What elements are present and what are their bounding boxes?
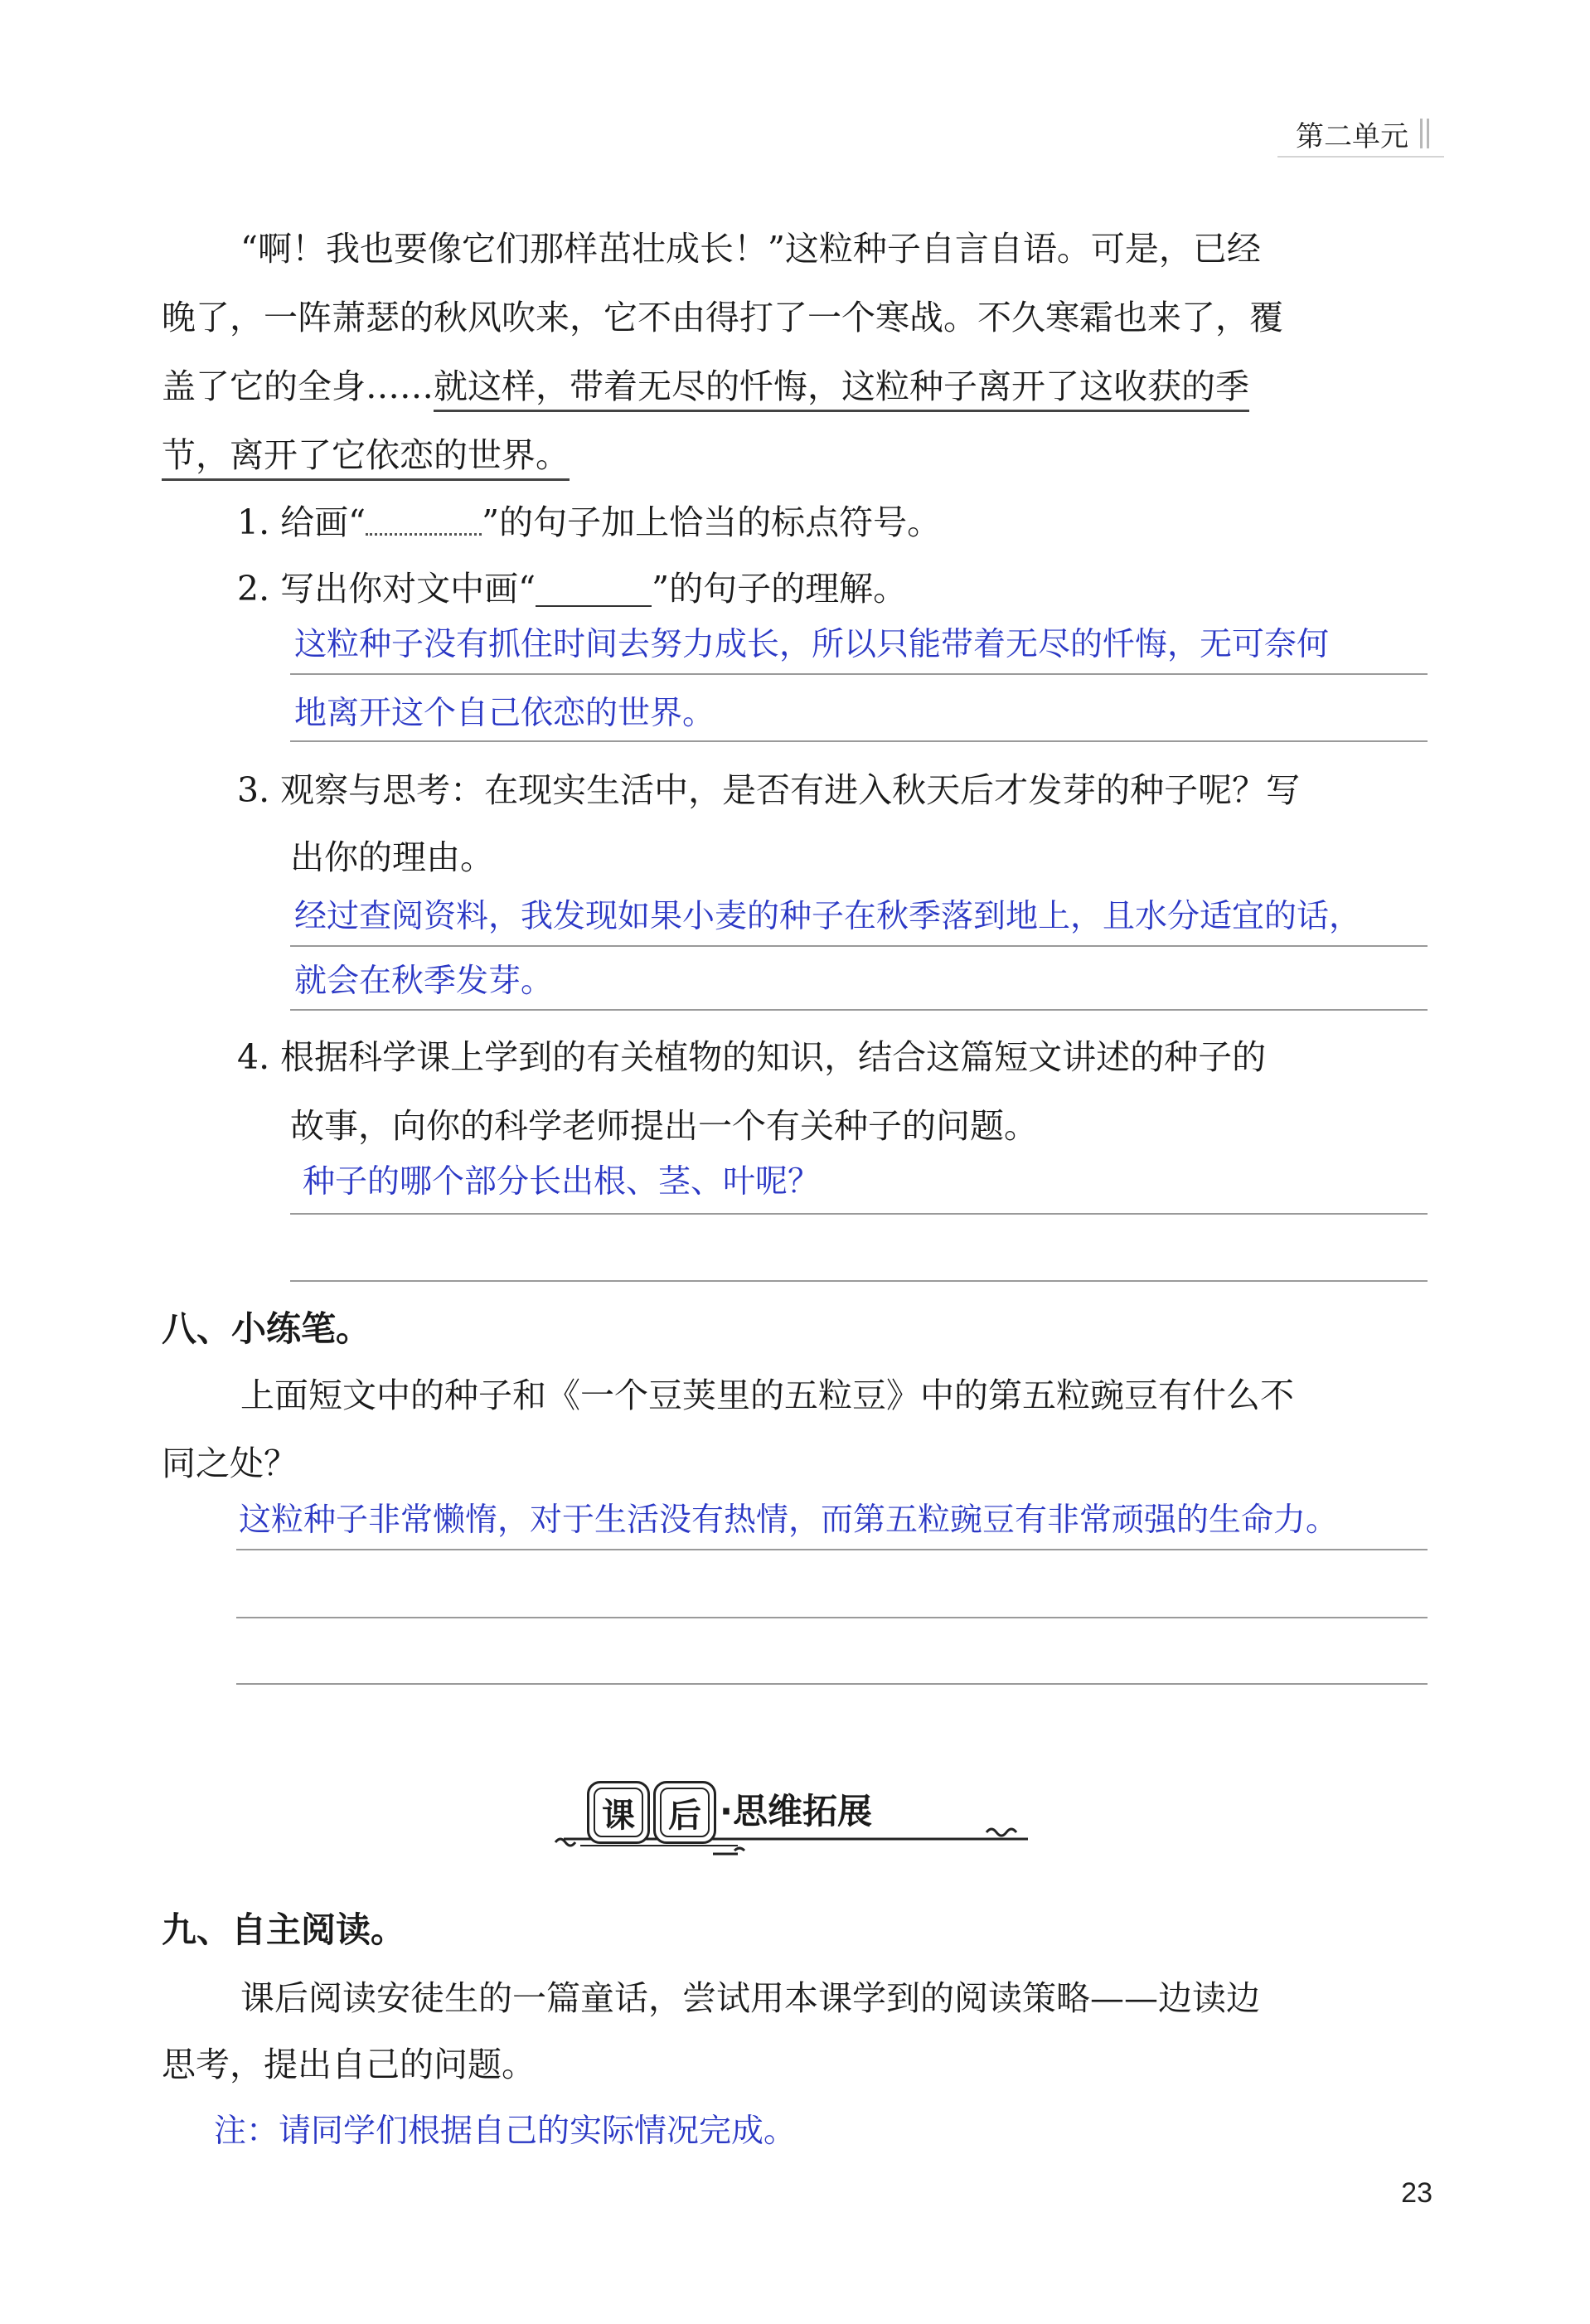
question-4-number: 4. <box>237 1037 270 1077</box>
section-banner <box>547 1774 1045 1866</box>
passage-line-3 <box>162 363 1249 410</box>
banner-char-2: 后 <box>653 1781 716 1844</box>
question-3-line-2: 出你的理由。 <box>290 837 494 877</box>
answer-line <box>236 1549 1428 1550</box>
page-number: 23 <box>1401 2177 1432 2209</box>
answer-line <box>290 1280 1428 1282</box>
section-8-line-2: 同之处？ <box>162 1443 298 1483</box>
question-1-pre: 给画“ <box>280 502 366 542</box>
passage-line-1: “啊！我也要像它们那样茁壮成长！”这粒种子自言自语。可是，已经 <box>240 229 1261 269</box>
question-4-line-1 <box>237 1034 1266 1080</box>
question-2-number: 2. <box>237 569 270 609</box>
section-8-title: 八、小练笔。 <box>162 1308 371 1349</box>
answer-line <box>236 1617 1428 1618</box>
question-2-post: ”的句子的理解。 <box>652 569 908 609</box>
question-3-text-1: 观察与思考：在现实生活中，是否有进入秋天后才发芽的种子呢？写 <box>280 770 1301 810</box>
banner-title: ·思维拓展 <box>720 1791 872 1832</box>
answer-line <box>290 673 1428 675</box>
question-2-answer-1: 这粒种子没有抓住时间去努力成长，所以只能带着无尽的忏悔，无可奈何 <box>294 626 1330 663</box>
section-9-title: 九、自主阅读。 <box>162 1909 406 1950</box>
question-4-text-1: 根据科学课上学到的有关植物的知识，结合这篇短文讲述的种子的 <box>280 1037 1267 1077</box>
question-4-answer-1: 种子的哪个部分长出根、茎、叶呢？ <box>303 1163 821 1201</box>
section-9-note: 注：请同学们根据自己的实际情况完成。 <box>214 2113 797 2150</box>
answer-line <box>290 945 1428 947</box>
unit-tab <box>1277 111 1444 158</box>
answer-line <box>236 1683 1428 1685</box>
section-8-line-1: 上面短文中的种子和《一个豆荚里的五粒豆》中的第五粒豌豆有什么不 <box>240 1375 1294 1415</box>
question-1 <box>237 499 941 546</box>
answer-line <box>290 1213 1428 1215</box>
wavy-underline-symbol <box>366 515 482 536</box>
question-3-answer-2: 就会在秋季发芽。 <box>294 963 554 1000</box>
question-3-line-1 <box>237 767 1300 813</box>
section-8-answer-1: 这粒种子非常懒惰，对于生活没有热情，而第五粒豌豆有非常顽强的生命力。 <box>239 1502 1339 1539</box>
question-3-number: 3. <box>237 770 270 810</box>
question-2-pre: 写出你对文中画“ <box>280 569 536 609</box>
section-9-line-1: 课后阅读安徒生的一篇童话，尝试用本课学到的阅读策略——边读边 <box>240 1978 1260 2018</box>
question-1-number: 1. <box>237 502 270 542</box>
passage-line-4 <box>162 432 570 478</box>
tab-bars-decoration <box>1420 119 1429 148</box>
section-9-line-2: 思考，提出自己的问题。 <box>162 2045 536 2084</box>
banner-char-1: 课 <box>587 1781 650 1844</box>
question-4-line-2: 故事，向你的科学老师提出一个有关种子的问题。 <box>290 1106 1038 1146</box>
answer-line <box>290 740 1428 742</box>
answer-line <box>290 1009 1428 1011</box>
unit-label: 第二单元 <box>1296 119 1408 153</box>
underlined-sentence-part-1: 就这样，带着无尽的忏悔，这粒种子离开了这收获的季 <box>434 366 1249 412</box>
question-2-answer-2: 地离开这个自己依恋的世界。 <box>294 695 715 732</box>
straight-underline-symbol <box>536 577 652 607</box>
question-3-answer-1: 经过查阅资料，我发现如果小麦的种子在秋季落到地上，且水分适宜的话， <box>294 898 1362 935</box>
question-1-post: ”的句子加上恰当的标点符号。 <box>482 502 942 542</box>
passage-line-3-plain: 盖了它的全身…… <box>162 366 434 406</box>
question-2 <box>237 565 907 612</box>
passage-line-2: 晚了，一阵萧瑟的秋风吹来，它不由得打了一个寒战。不久寒霜也来了，覆 <box>162 298 1283 337</box>
underlined-sentence-part-2: 节，离开了它依恋的世界。 <box>162 435 570 481</box>
